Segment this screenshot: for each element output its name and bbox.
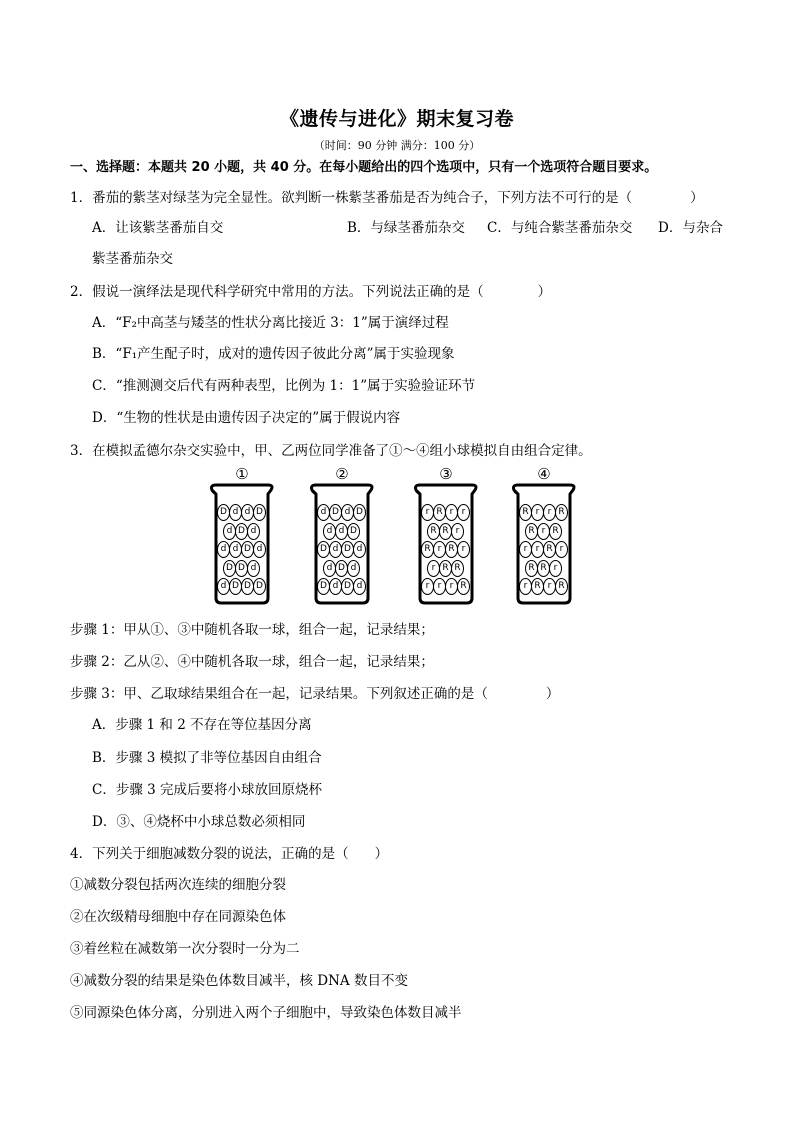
beaker-label: ①: [235, 465, 249, 483]
ball: r: [543, 578, 556, 595]
q2-stem: [70, 283, 551, 301]
ball: r: [537, 523, 550, 540]
ball: D: [229, 578, 242, 595]
ball: R: [427, 523, 440, 540]
q1-stem: [70, 189, 704, 207]
ball: R: [525, 523, 538, 540]
q3-stem: 3．在模拟孟德尔杂交实验中，甲、乙两位同学准备了①～④组小球模拟自由组合定律。: [70, 443, 592, 459]
beaker-label: ④: [537, 465, 551, 483]
ball: D: [253, 578, 266, 595]
section-heading: 一、选择题：本题共 20 小题，共 40 分。在每小题给出的四个选项中，只有一个选项符合题目要求。: [70, 160, 658, 175]
ball: D: [353, 504, 366, 521]
q3-option-b: B．步骤 3 模拟了非等位基因自由组合: [92, 750, 322, 766]
q2-stem-text: 2．假说一演绎法是现代科学研究中常用的方法。下列说法正确的是（: [70, 284, 484, 300]
beaker-1: [208, 466, 276, 608]
ball: R: [439, 560, 452, 577]
q3-step-2: 步骤 2：乙从②、④中随机各取一球，组合一起，记录结果；: [70, 654, 434, 670]
ball: D: [235, 523, 248, 540]
ball: R: [555, 578, 568, 595]
ball: r: [421, 504, 434, 521]
ball: D: [241, 541, 254, 558]
q4-statement-4: ④减数分裂的结果是染色体数目减半，核 DNA 数目不变: [70, 973, 408, 989]
q1-option-d: D．与杂合: [658, 220, 723, 236]
ball: r: [451, 523, 464, 540]
ball: R: [531, 578, 544, 595]
ball: R: [433, 504, 446, 521]
ball: R: [555, 504, 568, 521]
ball: D: [341, 541, 354, 558]
ball: R: [549, 523, 562, 540]
q1-option-d-cont: 紫茎番茄杂交: [92, 251, 173, 267]
ball: R: [543, 541, 556, 558]
ball: D: [317, 541, 330, 558]
ball: d: [347, 560, 360, 577]
q2-paren-close: ）: [537, 284, 552, 300]
beaker-4: [510, 466, 578, 608]
q1-option-b: B．与绿茎番茄杂交: [347, 220, 465, 236]
ball: R: [439, 523, 452, 540]
q4-stem: [70, 845, 388, 863]
ball: R: [451, 560, 464, 577]
q1-option-a: A．让该紫茎番茄自交: [92, 220, 224, 236]
ball: R: [421, 541, 434, 558]
q2-option-d: D．“生物的性状是由遗传因子决定的”属于假说内容: [92, 410, 401, 426]
ball: d: [329, 578, 342, 595]
ball: D: [329, 504, 342, 521]
ball: R: [445, 541, 458, 558]
ball: d: [241, 504, 254, 521]
q4-stem-text: 4．下列关于细胞减数分裂的说法，正确的是（: [70, 846, 349, 862]
beaker-figure: [200, 466, 600, 608]
ball: R: [457, 578, 470, 595]
ball: D: [241, 578, 254, 595]
ball: r: [445, 504, 458, 521]
ball: D: [253, 504, 266, 521]
ball: D: [335, 560, 348, 577]
ball: d: [353, 578, 366, 595]
ball: d: [229, 541, 242, 558]
ball: r: [519, 541, 532, 558]
ball: r: [457, 541, 470, 558]
ball: r: [427, 560, 440, 577]
ball: r: [531, 504, 544, 521]
ball: d: [335, 523, 348, 540]
ball: r: [519, 578, 532, 595]
ball: R: [525, 560, 538, 577]
ball: r: [457, 504, 470, 521]
beaker-label: ③: [439, 465, 453, 483]
beaker-label: ②: [335, 465, 349, 483]
ball: d: [217, 578, 230, 595]
ball: r: [445, 578, 458, 595]
q4-paren-close: ）: [374, 846, 389, 862]
q4-statement-3: ③着丝粒在减数第一次分裂时一分为二: [70, 941, 300, 957]
ball: d: [353, 541, 366, 558]
ball: r: [531, 541, 544, 558]
ball: D: [235, 560, 248, 577]
beaker-3: [412, 466, 480, 608]
q3-step-1: 步骤 1：甲从①、③中随机各取一球，组合一起，记录结果；: [70, 622, 434, 638]
ball: d: [223, 523, 236, 540]
q3-option-d: D．③、④烧杯中小球总数必须相同: [92, 814, 306, 830]
ball: d: [253, 541, 266, 558]
q2-option-b: B．“F₁产生配子时，成对的遗传因子彼此分离”属于实验现象: [92, 346, 455, 362]
ball: r: [433, 578, 446, 595]
q1-option-c: C．与纯合紫茎番茄杂交: [487, 220, 633, 236]
ball: d: [247, 523, 260, 540]
exam-title: 《遗传与进化》期末复习卷: [279, 108, 514, 130]
q2-option-c: C．“推测测交后代有两种表型，比例为 1：1”属于实验验证环节: [92, 378, 476, 394]
ball: R: [519, 504, 532, 521]
ball: r: [543, 504, 556, 521]
q2-option-a: A．“F₂中高茎与矮茎的性状分离比接近 3：1”属于演绎过程: [92, 315, 449, 331]
ball: D: [223, 560, 236, 577]
ball: d: [323, 523, 336, 540]
q4-statement-1: ①减数分裂包括两次连续的细胞分裂: [70, 877, 286, 893]
ball: d: [217, 541, 230, 558]
ball: d: [341, 504, 354, 521]
q4-statement-2: ②在次级精母细胞中存在同源染色体: [70, 909, 286, 925]
ball: D: [341, 578, 354, 595]
beaker-2: [308, 466, 376, 608]
q3-option-c: C．步骤 3 完成后要将小球放回原烧杯: [92, 782, 323, 798]
ball: D: [317, 578, 330, 595]
exam-subtitle: （时间：90 分钟 满分：100 分）: [313, 139, 481, 152]
q3-step-3: [70, 685, 559, 703]
ball: r: [421, 578, 434, 595]
q3-step-3-text: 步骤 3：甲、乙取球结果组合在一起，记录结果。下列叙述正确的是（: [70, 686, 488, 702]
ball: d: [323, 560, 336, 577]
ball: R: [537, 560, 550, 577]
q3-option-a: A．步骤 1 和 2 不存在等位基因分离: [92, 717, 312, 733]
ball: r: [555, 541, 568, 558]
ball: d: [317, 504, 330, 521]
ball: D: [217, 504, 230, 521]
ball: d: [247, 560, 260, 577]
q1-paren-close: ）: [690, 190, 704, 206]
q1-stem-text: 1．番茄的紫茎对绿茎为完全显性。欲判断一株紫茎番茄是否为纯合子，下列方法不可行的是（: [70, 190, 633, 206]
ball: r: [549, 560, 562, 577]
ball: D: [347, 523, 360, 540]
ball: d: [329, 541, 342, 558]
ball: d: [229, 504, 242, 521]
ball: r: [433, 541, 446, 558]
q4-statement-5: ⑤同源染色体分离，分别进入两个子细胞中，导致染色体数目减半: [70, 1005, 462, 1021]
q3-paren-close: ）: [545, 686, 560, 702]
